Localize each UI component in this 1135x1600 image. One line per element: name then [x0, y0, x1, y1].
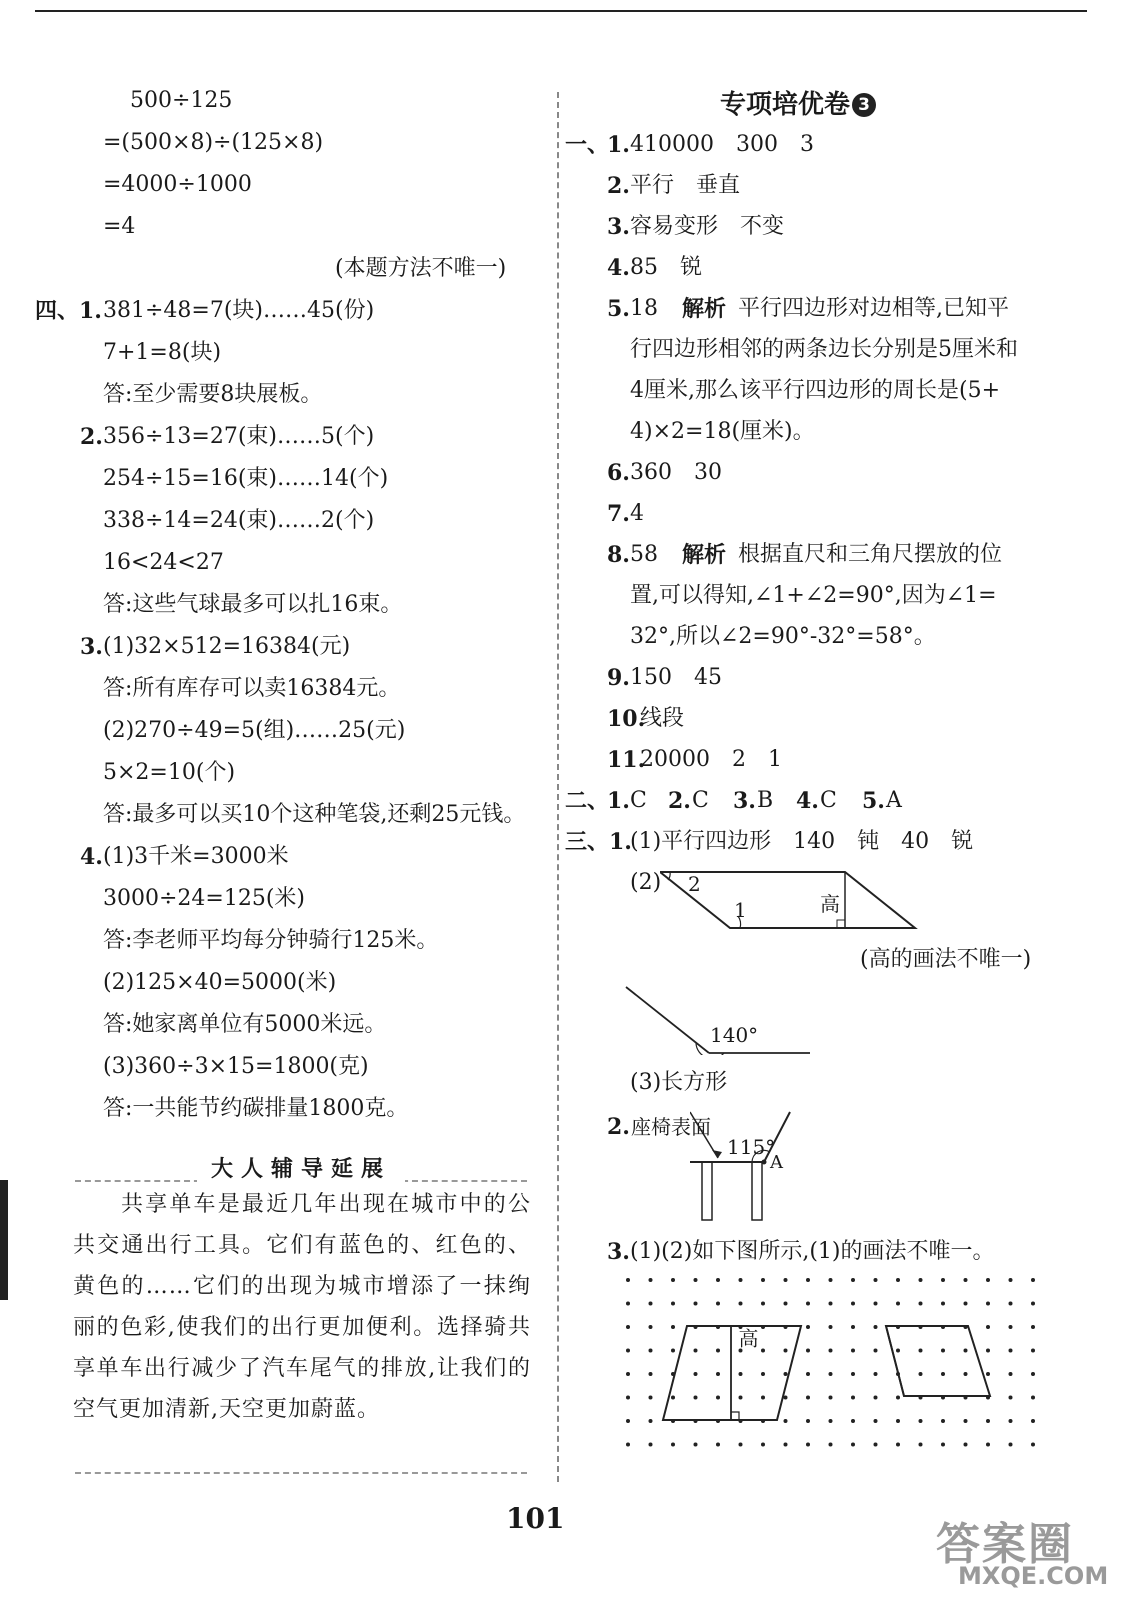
sec2-answer-3: B [757, 788, 774, 813]
sec2-answer-5-num: 5. [862, 788, 885, 814]
sec4-label: 四、1. [35, 298, 102, 324]
grid-height-label: 高 [735, 1328, 759, 1348]
sec1-item-6-num: 6. [607, 460, 630, 486]
fig1-note: (高的画法不唯一) [860, 947, 1032, 972]
sec1-item-2-num: 2. [607, 173, 630, 199]
sec1-item-3-num: 3. [607, 214, 630, 240]
sec1-item-10-num: 10. [607, 706, 646, 732]
sec1-item-9-text: 150 45 [630, 665, 722, 690]
sec2-answer-3-num: 3. [733, 788, 756, 814]
extension-heading-text: 大人辅导延展 [197, 1157, 405, 1182]
sec4-q1-line-1: 381÷48=7(块)……45(份) [103, 298, 375, 323]
sec3-q3-text: (1)(2)如下图所示,(1)的画法不唯一。 [630, 1239, 995, 1264]
binding-mark [0, 1180, 8, 1300]
sec1-item-2-text: 平行 垂直 [630, 173, 741, 198]
fig3-angle-label: 115° [727, 1135, 776, 1159]
fig1-angle-1-label: 1 [734, 898, 747, 922]
fig1-height-label: 高 [820, 892, 840, 916]
sec1-item-5-line-2: 行四边形相邻的两条边长分别是5厘米和 [630, 337, 1018, 362]
sec1-item-3-text: 容易变形 不变 [630, 214, 785, 239]
sec1-item-11-num: 11. [607, 747, 646, 773]
calc-line-4: =4 [103, 214, 136, 239]
watermark-url: MXQE.COM [958, 1562, 1109, 1590]
sec1-item-8-line-1: 根据直尺和三角尺摆放的位 [738, 542, 1003, 567]
sec4-q2-line-4: 16<24<27 [103, 550, 224, 575]
sec4-q4-line-5: 答:她家离单位有5000米远。 [103, 1012, 387, 1037]
sec1-item-4-num: 4. [607, 255, 630, 281]
sec1-item-11-text: 20000 2 1 [640, 747, 782, 772]
sec1-item-5-text: 18 [630, 296, 658, 321]
sec1-item-10-text: 线段 [640, 706, 685, 731]
sec1-item-5-line-4: 4)×2=18(厘米)。 [630, 419, 815, 444]
sec1-item-4-text: 85 锐 [630, 255, 702, 280]
sec1-item-1-num: 1. [607, 132, 630, 158]
fig3-point-a-label: A [770, 1152, 783, 1173]
sec2-answer-1: C [630, 788, 647, 813]
page-title [720, 84, 876, 121]
top-rule [35, 10, 1087, 12]
sec4-q3-line-2: 答:所有库存可以卖16384元。 [103, 676, 401, 701]
sec3-q2-num: 2. [607, 1114, 630, 1140]
sec1-item-5-line-3: 4厘米,那么该平行四边形的周长是(5+ [630, 378, 1001, 403]
sec4-q1-line-2: 7+1=8(块) [103, 340, 222, 365]
calc-line-1: 500÷125 [130, 88, 233, 113]
sec3-q1-part3: (3)长方形 [630, 1070, 728, 1095]
grid-dots [626, 1278, 1035, 1447]
sec4-q2-line-1: 356÷13=27(束)……5(个) [103, 424, 375, 449]
chair-figure [690, 1110, 800, 1222]
sec1-item-8-tag: 解析 [682, 542, 727, 568]
fig2-angle-label: 140° [710, 1023, 759, 1047]
sec1-item-5-tag: 解析 [682, 296, 727, 322]
page-title-text: 专项培优卷 [720, 90, 851, 120]
sec1-item-8-line-3: 32°,所以∠2=90°-32°=58°。 [630, 624, 936, 649]
sec4-q3-num: 3. [80, 634, 103, 660]
sec2-answer-2-num: 2. [668, 788, 691, 814]
sec1-item-8-num: 8. [607, 542, 630, 568]
extension-bottom-rule [75, 1472, 527, 1474]
sec2-answer-5: A [886, 788, 902, 813]
sec4-q4-line-3: 答:李老师平均每分钟骑行125米。 [103, 928, 439, 953]
column-divider [557, 92, 559, 1482]
calc-line-3: =4000÷1000 [103, 172, 252, 197]
sec4-q3-line-1: (1)32×512=16384(元) [103, 634, 351, 659]
title-number-badge: 3 [852, 93, 876, 117]
sec2-answer-2: C [692, 788, 709, 813]
sec4-q4-line-7: 答:一共能节约碳排量1800克。 [103, 1096, 409, 1121]
sec4-q4-num: 4. [80, 844, 103, 870]
sec1-item-6-text: 360 30 [630, 460, 722, 485]
sec1-item-1-text: 410000 300 3 [630, 132, 814, 157]
sec4-q2-line-2: 254÷15=16(束)……14(个) [103, 466, 389, 491]
sec3-q3-num: 3. [607, 1239, 630, 1265]
sec4-q4-line-4: (2)125×40=5000(米) [103, 970, 337, 995]
sec4-q4-line-6: (3)360÷3×15=1800(克) [103, 1054, 369, 1079]
sec1-item-7-num: 7. [607, 501, 630, 527]
sec2-answer-4: C [820, 788, 837, 813]
sec3-label: 三、1. [565, 829, 632, 855]
fig1-angle-2-label: 2 [688, 872, 701, 896]
seat-surface-label: 座椅表面 [631, 1115, 711, 1139]
sec2-answer-1-num: 1. [607, 788, 630, 814]
sec4-q4-line-2: 3000÷24=125(米) [103, 886, 306, 911]
sec4-q2-num: 2. [80, 424, 103, 450]
sec4-q3-line-3: (2)270÷49=5(组)……25(元) [103, 718, 406, 743]
sec1-item-8-text: 58 [630, 542, 658, 567]
sec4-q2-line-3: 338÷14=24(束)……2(个) [103, 508, 375, 533]
sec1-item-5-num: 5. [607, 296, 630, 322]
watermark-logo: 答案圈 [936, 1519, 1074, 1570]
sec1-item-9-num: 9. [607, 665, 630, 691]
sec3-q1-part2: (2) [630, 870, 662, 895]
calc-line-2: =(500×8)÷(125×8) [103, 130, 324, 155]
sec1-item-8-line-2: 置,可以得知,∠1+∠2=90°,因为∠1= [630, 583, 997, 608]
dot-grid-figure [620, 1274, 1060, 1454]
calc-note: (本题方法不唯一) [335, 256, 507, 281]
sec4-q3-answer: 答:最多可以买10个这种笔袋,还剩25元钱。 [103, 802, 526, 827]
page-number: 101 [506, 1502, 565, 1535]
extension-paragraph: 共享单车是最近几年出现在城市中的公共交通出行工具。它们有蓝色的、红色的、黄色的……它们的出现为城市增添了一抹绚丽的色彩,使我们的出行更加便利。选择骑共享单车出行减少了汽车尾气的排放,让我们的空气更加清新,天空更加蔚蓝。 [73, 1192, 531, 1422]
sec3-q1-part1: (1)平行四边形 140 钝 40 锐 [630, 829, 974, 854]
sec4-q1-answer: 答:至少需要8块展板。 [103, 382, 323, 407]
sec4-q2-answer: 答:这些气球最多可以扎16束。 [103, 592, 403, 617]
sec1-label: 一、 [565, 132, 610, 158]
extension-heading [75, 1152, 527, 1182]
sec4-q3-line-4: 5×2=10(个) [103, 760, 236, 785]
sec1-item-7-text: 4 [630, 501, 644, 526]
sec2-label: 二、 [565, 788, 610, 814]
sec4-q4-line-1: (1)3千米=3000米 [103, 844, 289, 869]
sec2-answer-4-num: 4. [796, 788, 819, 814]
sec1-item-5-line-1: 平行四边形对边相等,已知平 [738, 296, 1009, 321]
